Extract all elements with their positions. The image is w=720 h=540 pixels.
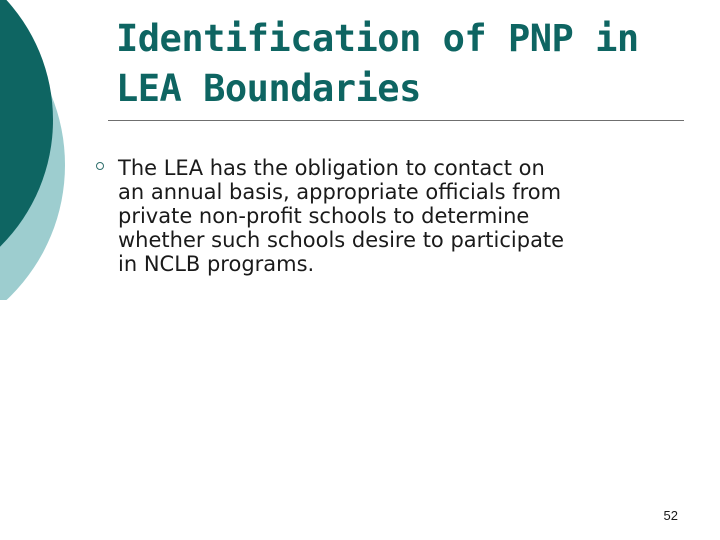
bullet-item: [96, 156, 676, 276]
slide-title-line-2: LEA Boundaries: [116, 67, 421, 110]
bullet-text-line-2: an annual basis, appropriate officials from: [118, 180, 562, 204]
hollow-circle-bullet-icon: [96, 162, 104, 170]
bullet-text-line-5: in NCLB programs.: [118, 252, 315, 276]
title-divider: [108, 120, 684, 121]
bullet-text-line-4: whether such schools desire to participate: [118, 228, 565, 252]
bullet-text-line-3: private non-profit schools to determine: [118, 204, 530, 228]
page-number: 52: [663, 508, 678, 523]
bullet-list: [96, 156, 676, 276]
slide-title: [116, 14, 696, 114]
slide-title-line-1: Identification of PNP in: [116, 17, 639, 60]
bullet-text-line-1: The LEA has the obligation to contact on: [118, 156, 545, 180]
decorative-circles: [0, 0, 70, 300]
